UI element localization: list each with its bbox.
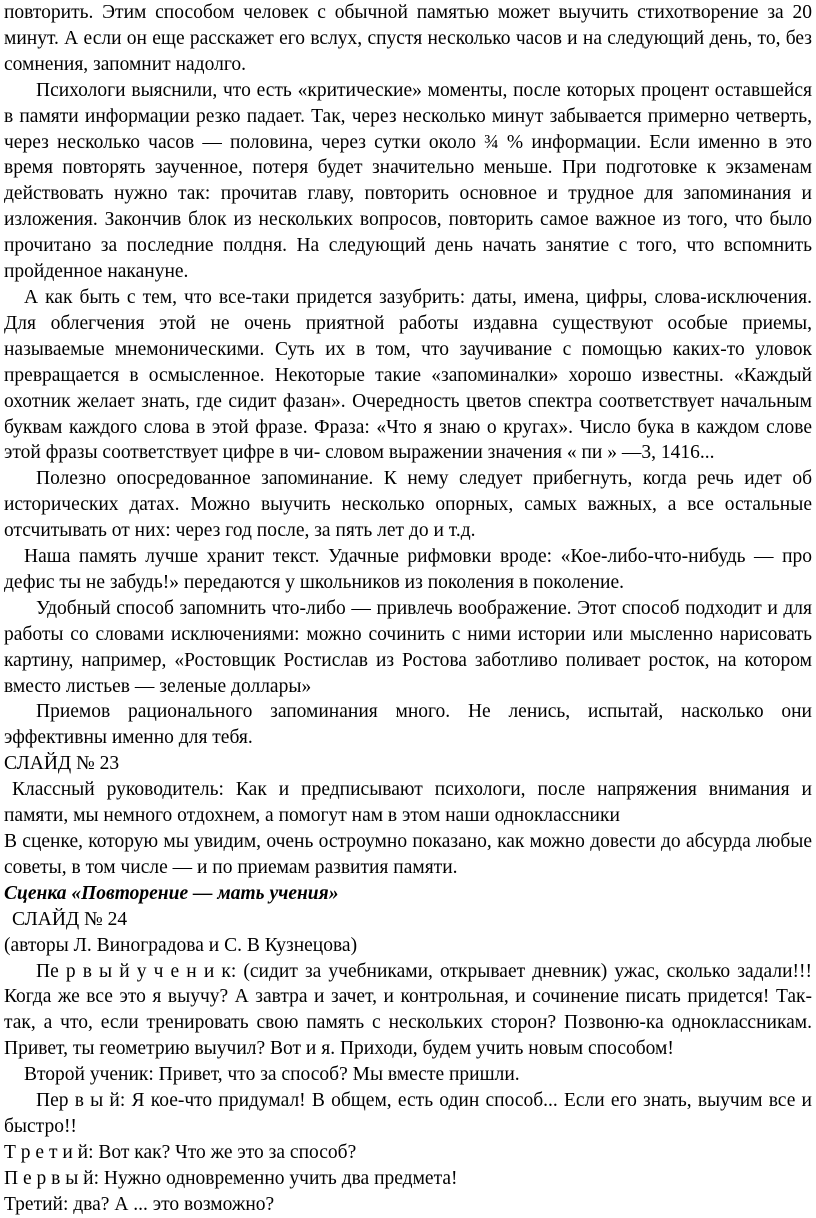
paragraph-rhymes: Наша память лучше хранит текст. Удачные рифмовки вроде: «Кое-либо-что-нибудь — про дефис ты не забудь!» передаются у школьников из поколения в поколение. bbox=[4, 546, 812, 593]
paragraph-mnemonics: А как быть с тем, что все-таки придется зазубрить: даты, имена, цифры, слова-исключения. Для облегчения этой не очень приятной работы издавна существуют особые приемы, называемые мнемоническими. Суть их в том, что заучивание с помощью каких-то уловок превращается в осмысленное. Некоторые такие «запоминалки» хорошо известны. «Каждый охотник желает знать, где сидит фазан». Очередность цветов спектра соответствует начальным буквам каждого слова в этой фразе. Фраза: «Что я знаю о кругах». Число бука в каждом слове этой фразы соответствует цифре в чи- словом выражении значения « пи » —3, 1416... bbox=[4, 286, 812, 464]
paragraph-imagination: Удобный способ запомнить что-либо — привлечь воображение. Этот способ подходит и для работы со словами исключениями: можно сочинить с ними истории или мысленно нарисовать картину, например, «Ростовщик Ростислав из Ростова заботливо поливает росток, на котором вместо листьев — зеленые доллары» bbox=[4, 597, 812, 697]
dialogue-first-student: Пе р в ы й у ч е н и к: (сидит за учебниками, открывает дневник) ужас, сколько задали!!! Когда же все это я выучу? А завтра и зачет, и контрольная, и сочинение писать придется! Так-так, а что, если тренировать свою память с нескольких сторон? Позвоню-ка одноклассникам. Привет, ты геометрию выучил? Вот и я. Приходи, будем учить новым способом! bbox=[4, 960, 812, 1060]
slide-23-heading: СЛАЙД № 23 bbox=[4, 753, 120, 775]
scene-authors: (авторы Л. Виноградова и С. В Кузнецова) bbox=[4, 934, 358, 956]
paragraph-critical-moments: Психологи выяснили, что есть «критические» моменты, после которых процент оставшейся в памяти информации резко падает. Так, через несколько минут забывается примерно четверть, через несколько часов — половина, через сутки около ¾ % информации. Если именно в это время повторять заученное, потеря будет значительно меньше. При подготовке к экзаменам действовать нужно так: прочитав главу, повторить основное и трудное для запоминания и изложения. Закончив блок из нескольких вопросов, повторить самое важное из того, что было прочитано за последние полдня. На следующий день начать занятие с того, что вспомнить пройденное накануне. bbox=[4, 79, 812, 283]
paragraph-mediated-memorization: Полезно опосредованное запоминание. К нему следует прибегнуть, когда речь идет об исторических датах. Можно выучить несколько опорных, самых важных, а все остальные отсчитывать от них: через год после, за пять лет до и т.д. bbox=[4, 468, 812, 542]
paragraph-memorization-intro: повторить. Этим способом человек с обычной памятью может выучить стихотворение за 20 минут. А если он еще расскажет его вслух, спустя несколько часов и на следующий день, то, без сомнения, запомнит надолго. bbox=[4, 2, 812, 75]
slide-24-heading: СЛАЙД № 24 bbox=[12, 908, 128, 930]
scene-title: Сценка «Повторение — мать учения» bbox=[4, 882, 339, 904]
dialogue-first-answer: П е р в ы й: Нужно одновременно учить два предмета! bbox=[4, 1167, 458, 1189]
dialogue-first-reply: Пер в ы й: Я кое-что придумал! В общем, есть один способ... Если его знать, выучим все и быстро!! bbox=[4, 1090, 812, 1137]
paragraph-class-teacher: Классный руководитель: Как и предписывают психологи, после напряжения внимания и памяти, мы немного отдохнем, а помогут нам в этом наши одноклассники bbox=[4, 779, 812, 827]
dialogue-second-student: Второй ученик: Привет, что за способ? Мы вместе пришли. bbox=[24, 1064, 520, 1086]
dialogue-third-question: Т р е т и й: Вот как? Что же это за способ? bbox=[4, 1141, 357, 1163]
paragraph-rational-methods: Приемов рационального запоминания много. Не ленись, испытай, насколько они эффективны именно для тебя. bbox=[4, 701, 812, 749]
paragraph-scene-intro: В сценке, которую мы увидим, очень остроумно показано, как можно довести до абсурда любые советы, в том числе — и по приемам развития памяти. bbox=[4, 831, 812, 878]
dialogue-third-reply: Третий: два? А ... это возможно? bbox=[4, 1193, 275, 1215]
